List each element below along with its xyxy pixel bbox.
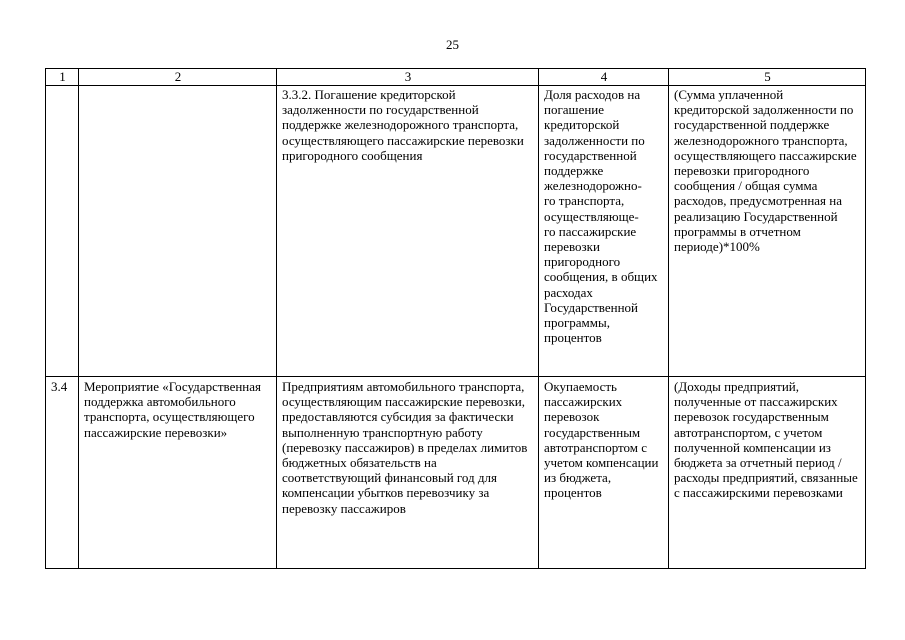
formula-cell: (Доходы предприятий, полученные от пассажирских перевозок государственным автотранспортом, с учетом полученной компенсации из бюджета за отчетный период / расходы предприятий, связанные с пассажирскими перевозками [669,377,866,569]
program-indicators-table [45,68,866,569]
row-number-cell: 3.4 [46,377,79,569]
event-cell: Мероприятие «Государственная поддержка автомобильного транспорта, осуществляющего пассажирские перевозки» [79,377,277,569]
indicator-cell: 3.3.2. Погашение кредиторской задолженности по государственной поддержке железнодорожного транспорта, осуществляющего пассажирские перевозки пригородного сообщения [277,86,539,377]
column-header-5: 5 [669,69,866,86]
column-header-2: 2 [79,69,277,86]
unit-cell: Доля расходов на погашение кредиторской задолженности по государственной поддержке железнодорожно- го транспорта, осуществляюще- го пассажирские перевозки пригородного сообщения, в общих расходах Государственной программы, процентов [539,86,669,377]
unit-cell: Окупаемость пассажирских перевозок государственным автотранспортом с учетом компенсации из бюджета, процентов [539,377,669,569]
indicator-cell: Предприятиям автомобильного транспорта, осуществляющим пассажирские перевозки, предоставляются субсидия за фактически выполненную транспортную работу (перевозку пассажиров) в пределах лимитов бюджетных обязательств на соответствующий финансовый год для компенсации убытков перевозчику за перевозку пассажиров [277,377,539,569]
formula-cell: (Сумма уплаченной кредиторской задолженности по государственной поддержке железнодорожного транспорта, осуществляющего пассажирские перевозки пригородного сообщения / общая сумма расходов, предусмотренная на реализацию Государственной программы в отчетном периоде)*100% [669,86,866,377]
column-header-4: 4 [539,69,669,86]
page-number: 25 [446,37,459,52]
table-header-row [46,69,866,86]
column-header-1: 1 [46,69,79,86]
table-row [46,86,866,377]
row-number-cell [46,86,79,377]
event-cell [79,86,277,377]
column-header-3: 3 [277,69,539,86]
table-row [46,377,866,569]
